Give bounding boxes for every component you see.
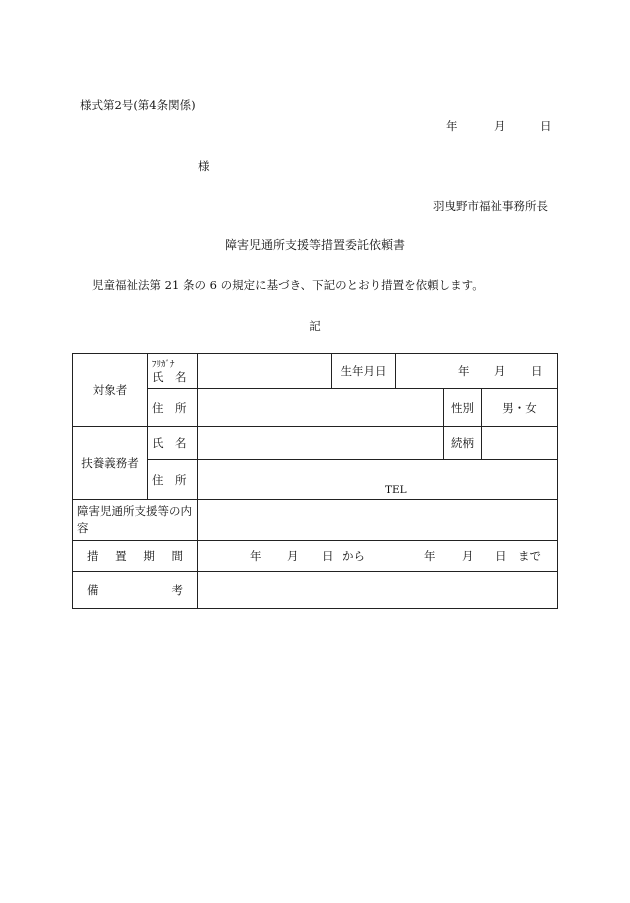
birth-year-label: 年 bbox=[458, 364, 470, 378]
subject-name-label: 氏 名 bbox=[152, 369, 187, 384]
guardian-address-label: 住 所 bbox=[148, 460, 198, 500]
furigana-label: ﾌﾘｶﾞﾅ bbox=[152, 359, 175, 370]
period-label-char: 期 bbox=[143, 549, 155, 563]
period-to-label: まで bbox=[518, 549, 541, 563]
request-form-table bbox=[72, 353, 558, 609]
tel-label: TEL bbox=[385, 484, 407, 496]
period-label bbox=[73, 541, 198, 572]
subject-name-label-cell bbox=[148, 354, 198, 389]
guardian-address-field[interactable] bbox=[198, 460, 558, 500]
gender-label: 性別 bbox=[444, 389, 482, 427]
period-year-to: 年 bbox=[424, 549, 436, 563]
period-label-char: 間 bbox=[171, 549, 183, 563]
period-day-from: 日 bbox=[322, 549, 334, 563]
subject-label: 対象者 bbox=[73, 354, 148, 427]
ki-heading: 記 bbox=[309, 319, 321, 333]
subject-address-field[interactable] bbox=[198, 389, 444, 427]
subject-name-field[interactable] bbox=[198, 354, 332, 389]
guardian-name-field[interactable] bbox=[198, 427, 444, 460]
body-text: 児童福祉法第 21 条の 6 の規定に基づき、下記のとおり措置を依頼します。 bbox=[92, 278, 484, 292]
period-label-char: 置 bbox=[115, 549, 127, 563]
remarks-label bbox=[73, 572, 198, 609]
support-content-label: 障害児通所支援等の内容 bbox=[73, 500, 198, 541]
date-year-label: 年 bbox=[446, 119, 458, 133]
remarks-label-char: 備 bbox=[87, 583, 99, 597]
guardian-name-label: 氏 名 bbox=[148, 427, 198, 460]
period-day-to: 日 bbox=[495, 549, 507, 563]
date-day-label: 日 bbox=[540, 119, 552, 133]
remarks-label-char: 考 bbox=[171, 583, 183, 597]
relation-field[interactable] bbox=[482, 427, 558, 460]
issuer: 羽曳野市福祉事務所長 bbox=[433, 199, 548, 213]
guardian-label: 扶養義務者 bbox=[73, 427, 148, 500]
document-title: 障害児通所支援等措置委託依頼書 bbox=[224, 238, 405, 252]
period-year-from: 年 bbox=[250, 549, 262, 563]
period-label-char: 措 bbox=[87, 549, 99, 563]
period-month-from: 月 bbox=[287, 549, 299, 563]
relation-label: 続柄 bbox=[444, 427, 482, 460]
birth-month-label: 月 bbox=[494, 364, 506, 378]
period-field[interactable] bbox=[198, 541, 558, 572]
birthdate-field[interactable] bbox=[396, 354, 558, 389]
addressee-suffix: 様 bbox=[198, 159, 210, 173]
subject-address-label: 住 所 bbox=[148, 389, 198, 427]
birthdate-label: 生年月日 bbox=[332, 354, 396, 389]
period-from-label: から bbox=[342, 549, 365, 563]
gender-value[interactable]: 男・女 bbox=[482, 389, 558, 427]
birth-day-label: 日 bbox=[531, 364, 543, 378]
remarks-field[interactable] bbox=[198, 572, 558, 609]
date-month-label: 月 bbox=[494, 119, 506, 133]
support-content-field[interactable] bbox=[198, 500, 558, 541]
period-month-to: 月 bbox=[462, 549, 474, 563]
form-number: 様式第2号(第4条関係) bbox=[80, 98, 196, 112]
